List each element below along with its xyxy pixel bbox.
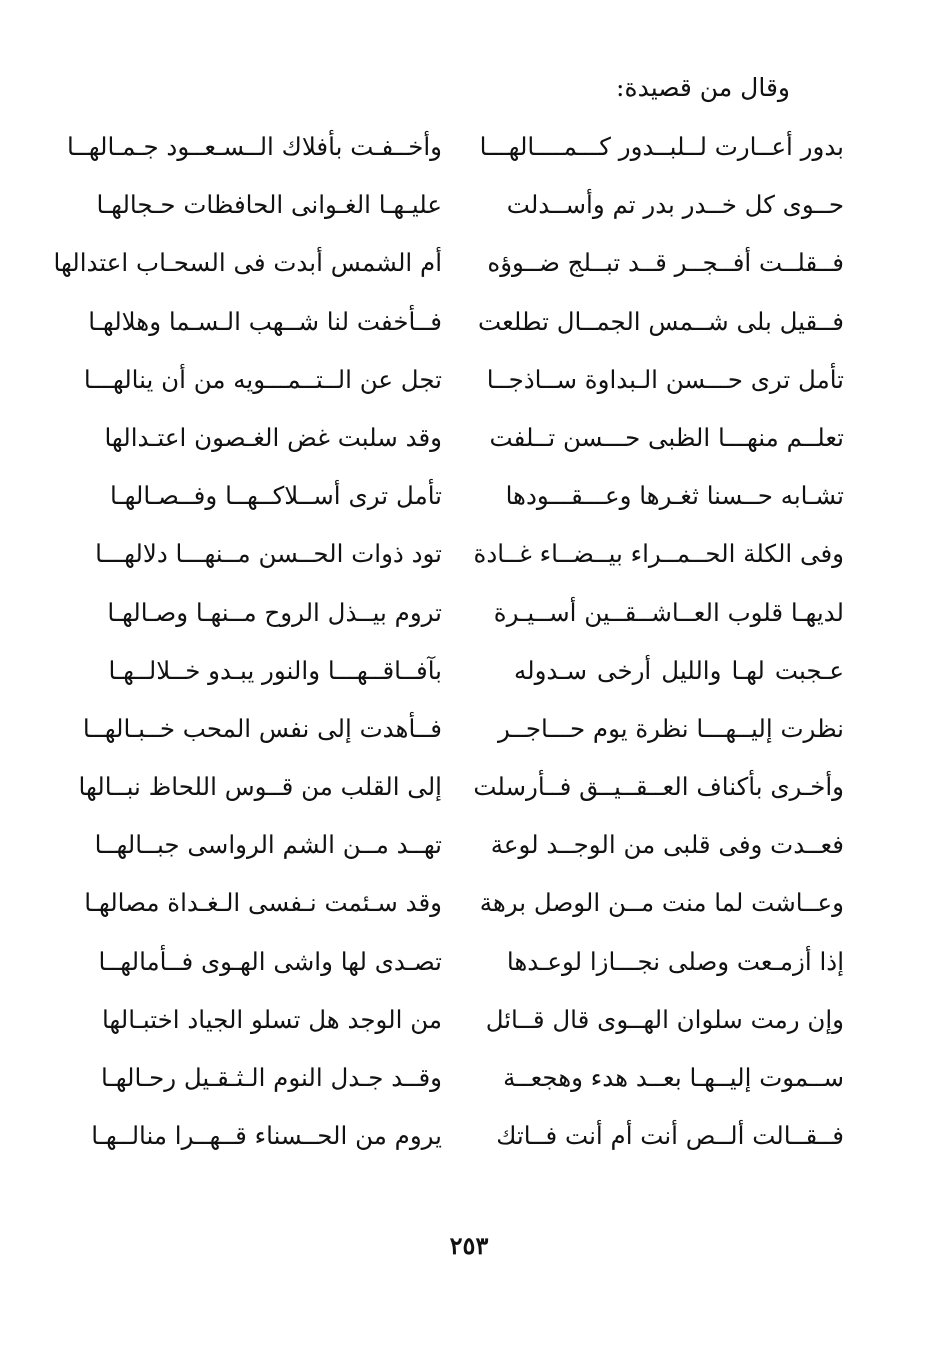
first-hemistich: عـجبت لهـا والليل أرخى سـدوله (514, 655, 844, 685)
first-hemistich: وعــاشت لما منت مــن الوصل برهة (479, 888, 844, 918)
verse (84, 878, 850, 936)
verse (91, 1111, 850, 1169)
second-hemistich: فــأهدت إلى نفس المحب خــبـالهــا (82, 713, 442, 743)
second-hemistich: تروم بيــذل الروح مــنهـا وصـالهـا (107, 597, 442, 627)
verse (66, 122, 850, 180)
second-hemistich: وأخــفـت بأفلاك الــسـعــود جـمـالهــا (66, 132, 442, 161)
second-hemistich: عليـهـا الغـوانى الحافظات حـجالهـا (96, 190, 442, 220)
verse (83, 355, 850, 413)
first-hemistich: ســموت إليــهـا بعــد هدء وهجعــة (503, 1063, 844, 1092)
second-hemistich: وقد سلبت غض الغـصون اعتـدالها (104, 422, 442, 452)
first-hemistich: لديهـا قلوب العــاشــقــين أســيـرة (493, 597, 844, 627)
second-hemistich: إلى القلب من قــوس اللحاظ نبــالها (78, 772, 442, 802)
verse (94, 820, 850, 878)
verse (100, 471, 850, 529)
verse (53, 238, 850, 296)
second-hemistich: من الوجد هل تسلو الجياد اختبـالها (101, 1004, 442, 1034)
verse (100, 995, 850, 1053)
first-hemistich: فــقلــت أفــجــر قــد تبــلج ضــوؤه (487, 248, 844, 278)
first-hemistich: وفى الكلة الحــمــراء بيــضــاء غــادة (473, 539, 844, 569)
first-hemistich: تعلــم منهـــا الظبى حـــسن تــلفت (489, 422, 844, 452)
second-hemistich: بآفــاقــهـــا والنور يبـدو خــلالــهـا (108, 655, 442, 685)
page-number: ٢٥٣ (449, 1231, 489, 1260)
first-hemistich: وإن رمت سلوان الهــوى قال قــائل (485, 1004, 844, 1034)
first-hemistich: فــقيل بلى شــمس الجمــال تطلعت (478, 306, 844, 336)
verse (88, 297, 850, 355)
second-hemistich: أم الشمس أبدت فى السحـاب اعتدالها (53, 248, 442, 278)
first-hemistich: بدور أعــارت لــلبــدور كـــمــــالهـــا (479, 132, 844, 161)
first-hemistich: فعــدت وفى قلبى من الوجــد لوعة (490, 830, 844, 860)
poem (53, 122, 850, 1169)
verse (78, 762, 850, 820)
second-hemistich: تهــد مــن الشم الرواسى جبــالهــا (94, 830, 442, 860)
verse (82, 704, 850, 762)
first-hemistich: تشـابه حــسنا ثغـرها وعـــقـــودها (505, 481, 844, 511)
second-hemistich: وقــد جـدل النوم الـثـقـيل رحـالهـا (101, 1063, 442, 1092)
second-hemistich: تصـدى لها واشى الهـوى فــأمالهــا (98, 946, 442, 976)
second-hemistich: وقد سـئمت نـفسى الـغـداة مصالهـا (84, 888, 442, 918)
verse (96, 180, 850, 238)
first-hemistich: نظرت إليــهـــا نظرة يوم حـــاجــر (497, 713, 844, 743)
verse (100, 937, 850, 995)
second-hemistich: تجل عن الــتــمـــويه من أن ينالهـــا (83, 364, 442, 394)
first-hemistich: إذا أزمـعت وصلى نجـــازا لوعـدها (506, 946, 844, 976)
first-hemistich: فــقــالت ألــص أنت أم أنت فــاتك (496, 1121, 844, 1151)
first-hemistich: تأمل ترى حـــسن الـبداوة ســاذجــا (486, 364, 844, 394)
second-hemistich: فــأخفت لنا شــهب الـسـما وهلالهـا (88, 306, 442, 336)
verse (100, 1053, 850, 1111)
second-hemistich: تأمل ترى أســلاكــهــا وفــصـالهـا (110, 481, 442, 511)
verse (95, 529, 850, 587)
verse (100, 413, 850, 471)
intro-line: وقال من قصيدة: (616, 73, 790, 102)
first-hemistich: حــوى كل خــدر بدر تم وأســدلت (506, 190, 844, 220)
first-hemistich: وأخـرى بأكناف العــقــيــق فــأرسلت (473, 772, 844, 802)
second-hemistich: تود ذوات الحــسن مــنهـــا دلالهـــا (95, 539, 442, 569)
second-hemistich: يروم من الحــسناء قــهــرا منالــهـا (91, 1121, 442, 1151)
verse (100, 588, 850, 646)
verse (100, 646, 850, 704)
